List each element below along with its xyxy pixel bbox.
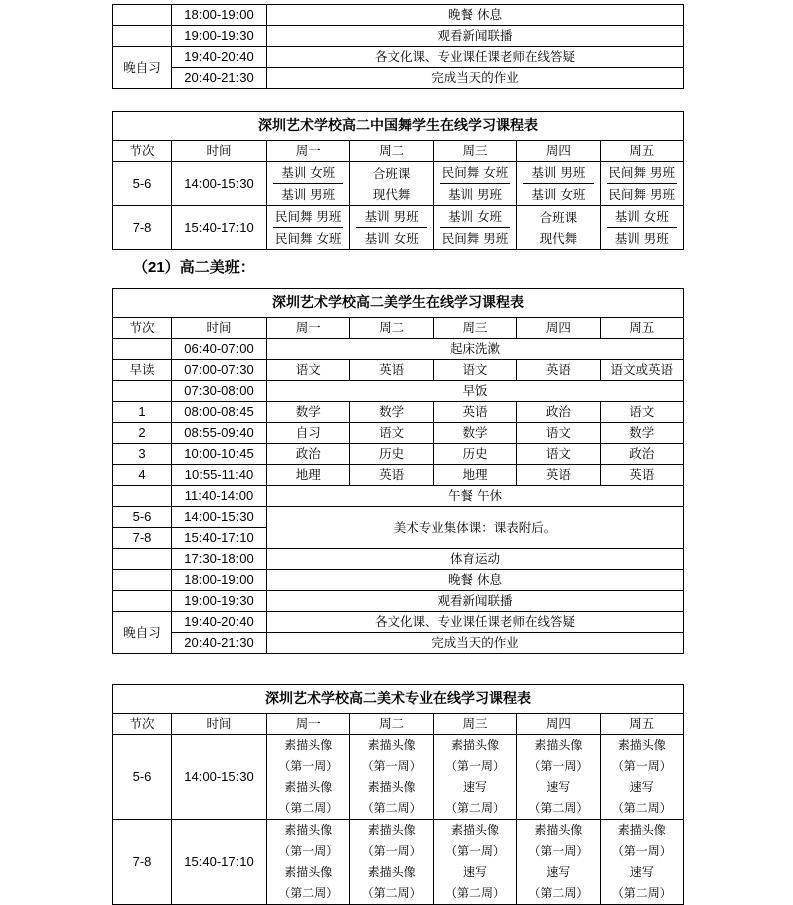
slot-cell: 晚自习 xyxy=(113,47,172,89)
time-cell: 18:00-19:00 xyxy=(172,5,267,26)
time-cell: 20:40-21:30 xyxy=(172,68,267,89)
header-cell: 周一 xyxy=(267,714,350,735)
course-line: 速写 xyxy=(462,865,487,879)
table-title: 深圳艺术学校高二美术专业在线学习课程表 xyxy=(113,685,684,714)
slot-cell: 2 xyxy=(113,423,172,444)
class-entry: 基训 女班 xyxy=(523,183,593,205)
course-line: 速写 xyxy=(546,780,571,794)
class-entry: 基训 男班 xyxy=(273,183,343,205)
class-entry: 民间舞 女班 xyxy=(273,227,343,249)
class-cell xyxy=(517,162,600,206)
header-cell: 周四 xyxy=(517,714,600,735)
subject-cell: 地理 xyxy=(267,465,350,486)
activity-cell: 午餐 午休 xyxy=(267,486,684,507)
course-cell xyxy=(267,820,350,905)
table-title: 深圳艺术学校高二美学生在线学习课程表 xyxy=(113,289,684,318)
course-cell xyxy=(600,820,683,905)
course-cell xyxy=(517,735,600,820)
time-cell: 14:00-15:30 xyxy=(172,507,267,528)
header-cell: 周一 xyxy=(267,141,350,162)
activity-cell: 早饭 xyxy=(267,381,684,402)
slot-cell: 7-8 xyxy=(113,820,172,905)
activity-cell: 晚餐 休息 xyxy=(267,570,684,591)
course-line: （第二周） xyxy=(528,801,589,815)
course-cell xyxy=(600,735,683,820)
activity-cell: 体育运动 xyxy=(267,549,684,570)
course-line: （第一周） xyxy=(528,759,589,773)
class-entry: 基训 女班 xyxy=(356,227,426,249)
class-entry: 现代舞 xyxy=(539,230,578,246)
time-cell: 14:00-15:30 xyxy=(172,162,267,206)
course-line: 素描头像 xyxy=(617,738,666,752)
subject-cell: 数学 xyxy=(350,402,433,423)
class-cell xyxy=(350,162,433,206)
course-line: 素描头像 xyxy=(450,738,499,752)
course-line: （第一周） xyxy=(611,759,672,773)
time-cell: 20:40-21:30 xyxy=(172,633,267,654)
course-line: 速写 xyxy=(546,865,571,879)
course-line: 速写 xyxy=(462,780,487,794)
course-line: （第一周） xyxy=(361,844,422,858)
time-cell: 15:40-17:10 xyxy=(172,206,267,250)
dance-schedule-table xyxy=(112,111,684,250)
course-line: 素描头像 xyxy=(367,823,416,837)
subject-cell: 英语 xyxy=(350,360,433,381)
course-line: 素描头像 xyxy=(367,780,416,794)
time-cell: 08:55-09:40 xyxy=(172,423,267,444)
course-line: （第一周） xyxy=(528,844,589,858)
class-entry: 民间舞 男班 xyxy=(607,183,677,205)
class-entry: 基训 男班 xyxy=(440,183,510,205)
course-line: 素描头像 xyxy=(367,738,416,752)
activity-cell: 完成当天的作业 xyxy=(267,633,684,654)
header-cell: 周三 xyxy=(433,714,516,735)
course-line: （第二周） xyxy=(611,801,672,815)
header-cell: 周二 xyxy=(350,318,433,339)
subject-cell: 英语 xyxy=(433,402,516,423)
course-line: 素描头像 xyxy=(284,738,333,752)
course-line: （第一周） xyxy=(361,759,422,773)
slot-cell: 5-6 xyxy=(113,162,172,206)
subject-cell: 政治 xyxy=(267,444,350,465)
art-major-schedule-table xyxy=(112,684,684,905)
course-line: （第二周） xyxy=(528,886,589,900)
subject-cell: 语文 xyxy=(600,402,683,423)
subject-cell: 政治 xyxy=(517,402,600,423)
activity-cell: 各文化课、专业课任课老师在线答疑 xyxy=(267,47,684,68)
header-cell: 节次 xyxy=(113,318,172,339)
header-cell: 周五 xyxy=(600,318,683,339)
subject-cell: 英语 xyxy=(517,360,600,381)
subject-cell: 数学 xyxy=(600,423,683,444)
class-entry: 民间舞 女班 xyxy=(441,165,509,180)
slot-cell xyxy=(113,5,172,26)
time-cell: 17:30-18:00 xyxy=(172,549,267,570)
course-cell xyxy=(350,820,433,905)
header-cell: 周四 xyxy=(517,318,600,339)
subject-cell: 政治 xyxy=(600,444,683,465)
class-entry: 民间舞 男班 xyxy=(274,209,342,224)
slot-cell: 7-8 xyxy=(113,206,172,250)
time-cell: 19:40-20:40 xyxy=(172,47,267,68)
section-number: （21） xyxy=(133,259,180,276)
time-cell: 10:55-11:40 xyxy=(172,465,267,486)
course-line: 速写 xyxy=(629,780,654,794)
time-cell: 19:40-20:40 xyxy=(172,612,267,633)
section-title: 高二美班： xyxy=(179,258,255,276)
class-cell xyxy=(433,162,516,206)
course-line: 素描头像 xyxy=(450,823,499,837)
class-entry: 民间舞 男班 xyxy=(440,227,510,249)
schedule-continuation-table xyxy=(112,4,684,89)
activity-cell: 晚餐 休息 xyxy=(267,5,684,26)
activity-cell: 美术专业集体课：课表附后。 xyxy=(267,507,684,549)
time-cell: 15:40-17:10 xyxy=(172,820,267,905)
time-cell: 19:00-19:30 xyxy=(172,26,267,47)
course-cell xyxy=(517,820,600,905)
time-cell: 10:00-10:45 xyxy=(172,444,267,465)
class-entry: 现代舞 xyxy=(372,186,411,202)
subject-cell: 英语 xyxy=(600,465,683,486)
slot-cell: 5-6 xyxy=(113,507,172,528)
class-entry: 基训 女班 xyxy=(281,165,336,180)
class-entry: 合班课 xyxy=(539,209,578,225)
time-cell: 19:00-19:30 xyxy=(172,591,267,612)
class-cell xyxy=(600,162,683,206)
slot-cell xyxy=(113,381,172,402)
slot-cell: 早读 xyxy=(113,360,172,381)
subject-cell: 数学 xyxy=(433,423,516,444)
course-line: （第一周） xyxy=(278,844,339,858)
time-cell: 08:00-08:45 xyxy=(172,402,267,423)
course-line: 素描头像 xyxy=(284,780,333,794)
class-cell xyxy=(267,206,350,250)
slot-cell xyxy=(113,591,172,612)
class-entry: 基训 男班 xyxy=(607,227,677,249)
header-cell: 周二 xyxy=(350,714,433,735)
header-cell: 时间 xyxy=(172,318,267,339)
class-cell xyxy=(350,206,433,250)
slot-cell: 晚自习 xyxy=(113,612,172,654)
class-cell xyxy=(267,162,350,206)
course-line: （第一周） xyxy=(444,844,505,858)
class-cell xyxy=(600,206,683,250)
subject-cell: 自习 xyxy=(267,423,350,444)
slot-cell: 3 xyxy=(113,444,172,465)
course-line: 素描头像 xyxy=(284,865,333,879)
slot-cell xyxy=(113,339,172,360)
header-cell: 时间 xyxy=(172,141,267,162)
course-line: （第一周） xyxy=(611,844,672,858)
subject-cell: 历史 xyxy=(433,444,516,465)
class-entry: 基训 女班 xyxy=(447,209,502,224)
course-line: （第一周） xyxy=(278,759,339,773)
time-cell: 07:30-08:00 xyxy=(172,381,267,402)
activity-cell: 完成当天的作业 xyxy=(267,68,684,89)
class-entry: 基训 女班 xyxy=(614,209,669,224)
header-cell: 周三 xyxy=(433,318,516,339)
activity-cell: 各文化课、专业课任课老师在线答疑 xyxy=(267,612,684,633)
course-line: （第二周） xyxy=(611,886,672,900)
time-cell: 15:40-17:10 xyxy=(172,528,267,549)
slot-cell xyxy=(113,486,172,507)
slot-cell: 5-6 xyxy=(113,735,172,820)
course-line: 素描头像 xyxy=(617,823,666,837)
course-line: 速写 xyxy=(629,865,654,879)
subject-cell: 语文或英语 xyxy=(600,360,683,381)
activity-cell: 观看新闻联播 xyxy=(267,591,684,612)
course-line: 素描头像 xyxy=(367,865,416,879)
course-line: 素描头像 xyxy=(534,738,583,752)
subject-cell: 语文 xyxy=(350,423,433,444)
header-cell: 周五 xyxy=(600,141,683,162)
course-line: （第二周） xyxy=(444,886,505,900)
course-line: （第二周） xyxy=(278,886,339,900)
course-line: （第二周） xyxy=(361,886,422,900)
time-cell: 14:00-15:30 xyxy=(172,735,267,820)
class-cell xyxy=(433,206,516,250)
header-cell: 时间 xyxy=(172,714,267,735)
course-line: 素描头像 xyxy=(534,823,583,837)
slot-cell xyxy=(113,26,172,47)
course-cell xyxy=(350,735,433,820)
course-cell xyxy=(267,735,350,820)
class-entry: 基训 男班 xyxy=(531,165,586,180)
subject-cell: 历史 xyxy=(350,444,433,465)
header-cell: 节次 xyxy=(113,141,172,162)
slot-cell: 4 xyxy=(113,465,172,486)
header-cell: 周五 xyxy=(600,714,683,735)
subject-cell: 语文 xyxy=(517,444,600,465)
slot-cell xyxy=(113,549,172,570)
course-line: 素描头像 xyxy=(284,823,333,837)
table-title: 深圳艺术学校高二中国舞学生在线学习课程表 xyxy=(113,112,684,141)
class-entry: 基训 男班 xyxy=(364,209,419,224)
subject-cell: 英语 xyxy=(517,465,600,486)
header-cell: 节次 xyxy=(113,714,172,735)
time-cell: 07:00-07:30 xyxy=(172,360,267,381)
time-cell: 18:00-19:00 xyxy=(172,570,267,591)
course-line: （第二周） xyxy=(444,801,505,815)
header-cell: 周二 xyxy=(350,141,433,162)
header-cell: 周四 xyxy=(517,141,600,162)
class-entry: 合班课 xyxy=(372,165,411,181)
header-cell: 周三 xyxy=(433,141,516,162)
subject-cell: 英语 xyxy=(350,465,433,486)
class-entry: 民间舞 男班 xyxy=(608,165,676,180)
time-cell: 06:40-07:00 xyxy=(172,339,267,360)
slot-cell xyxy=(113,570,172,591)
activity-cell: 观看新闻联播 xyxy=(267,26,684,47)
class-cell xyxy=(517,206,600,250)
course-cell xyxy=(433,735,516,820)
course-line: （第二周） xyxy=(278,801,339,815)
subject-cell: 数学 xyxy=(267,402,350,423)
subject-cell: 地理 xyxy=(433,465,516,486)
section-heading xyxy=(133,256,255,277)
course-line: （第二周） xyxy=(361,801,422,815)
art-class-schedule-table xyxy=(112,288,684,654)
course-cell xyxy=(433,820,516,905)
activity-cell: 起床洗漱 xyxy=(267,339,684,360)
header-cell: 周一 xyxy=(267,318,350,339)
subject-cell: 语文 xyxy=(517,423,600,444)
course-line: （第一周） xyxy=(444,759,505,773)
subject-cell: 语文 xyxy=(267,360,350,381)
time-cell: 11:40-14:00 xyxy=(172,486,267,507)
subject-cell: 语文 xyxy=(433,360,516,381)
slot-cell: 1 xyxy=(113,402,172,423)
slot-cell: 7-8 xyxy=(113,528,172,549)
